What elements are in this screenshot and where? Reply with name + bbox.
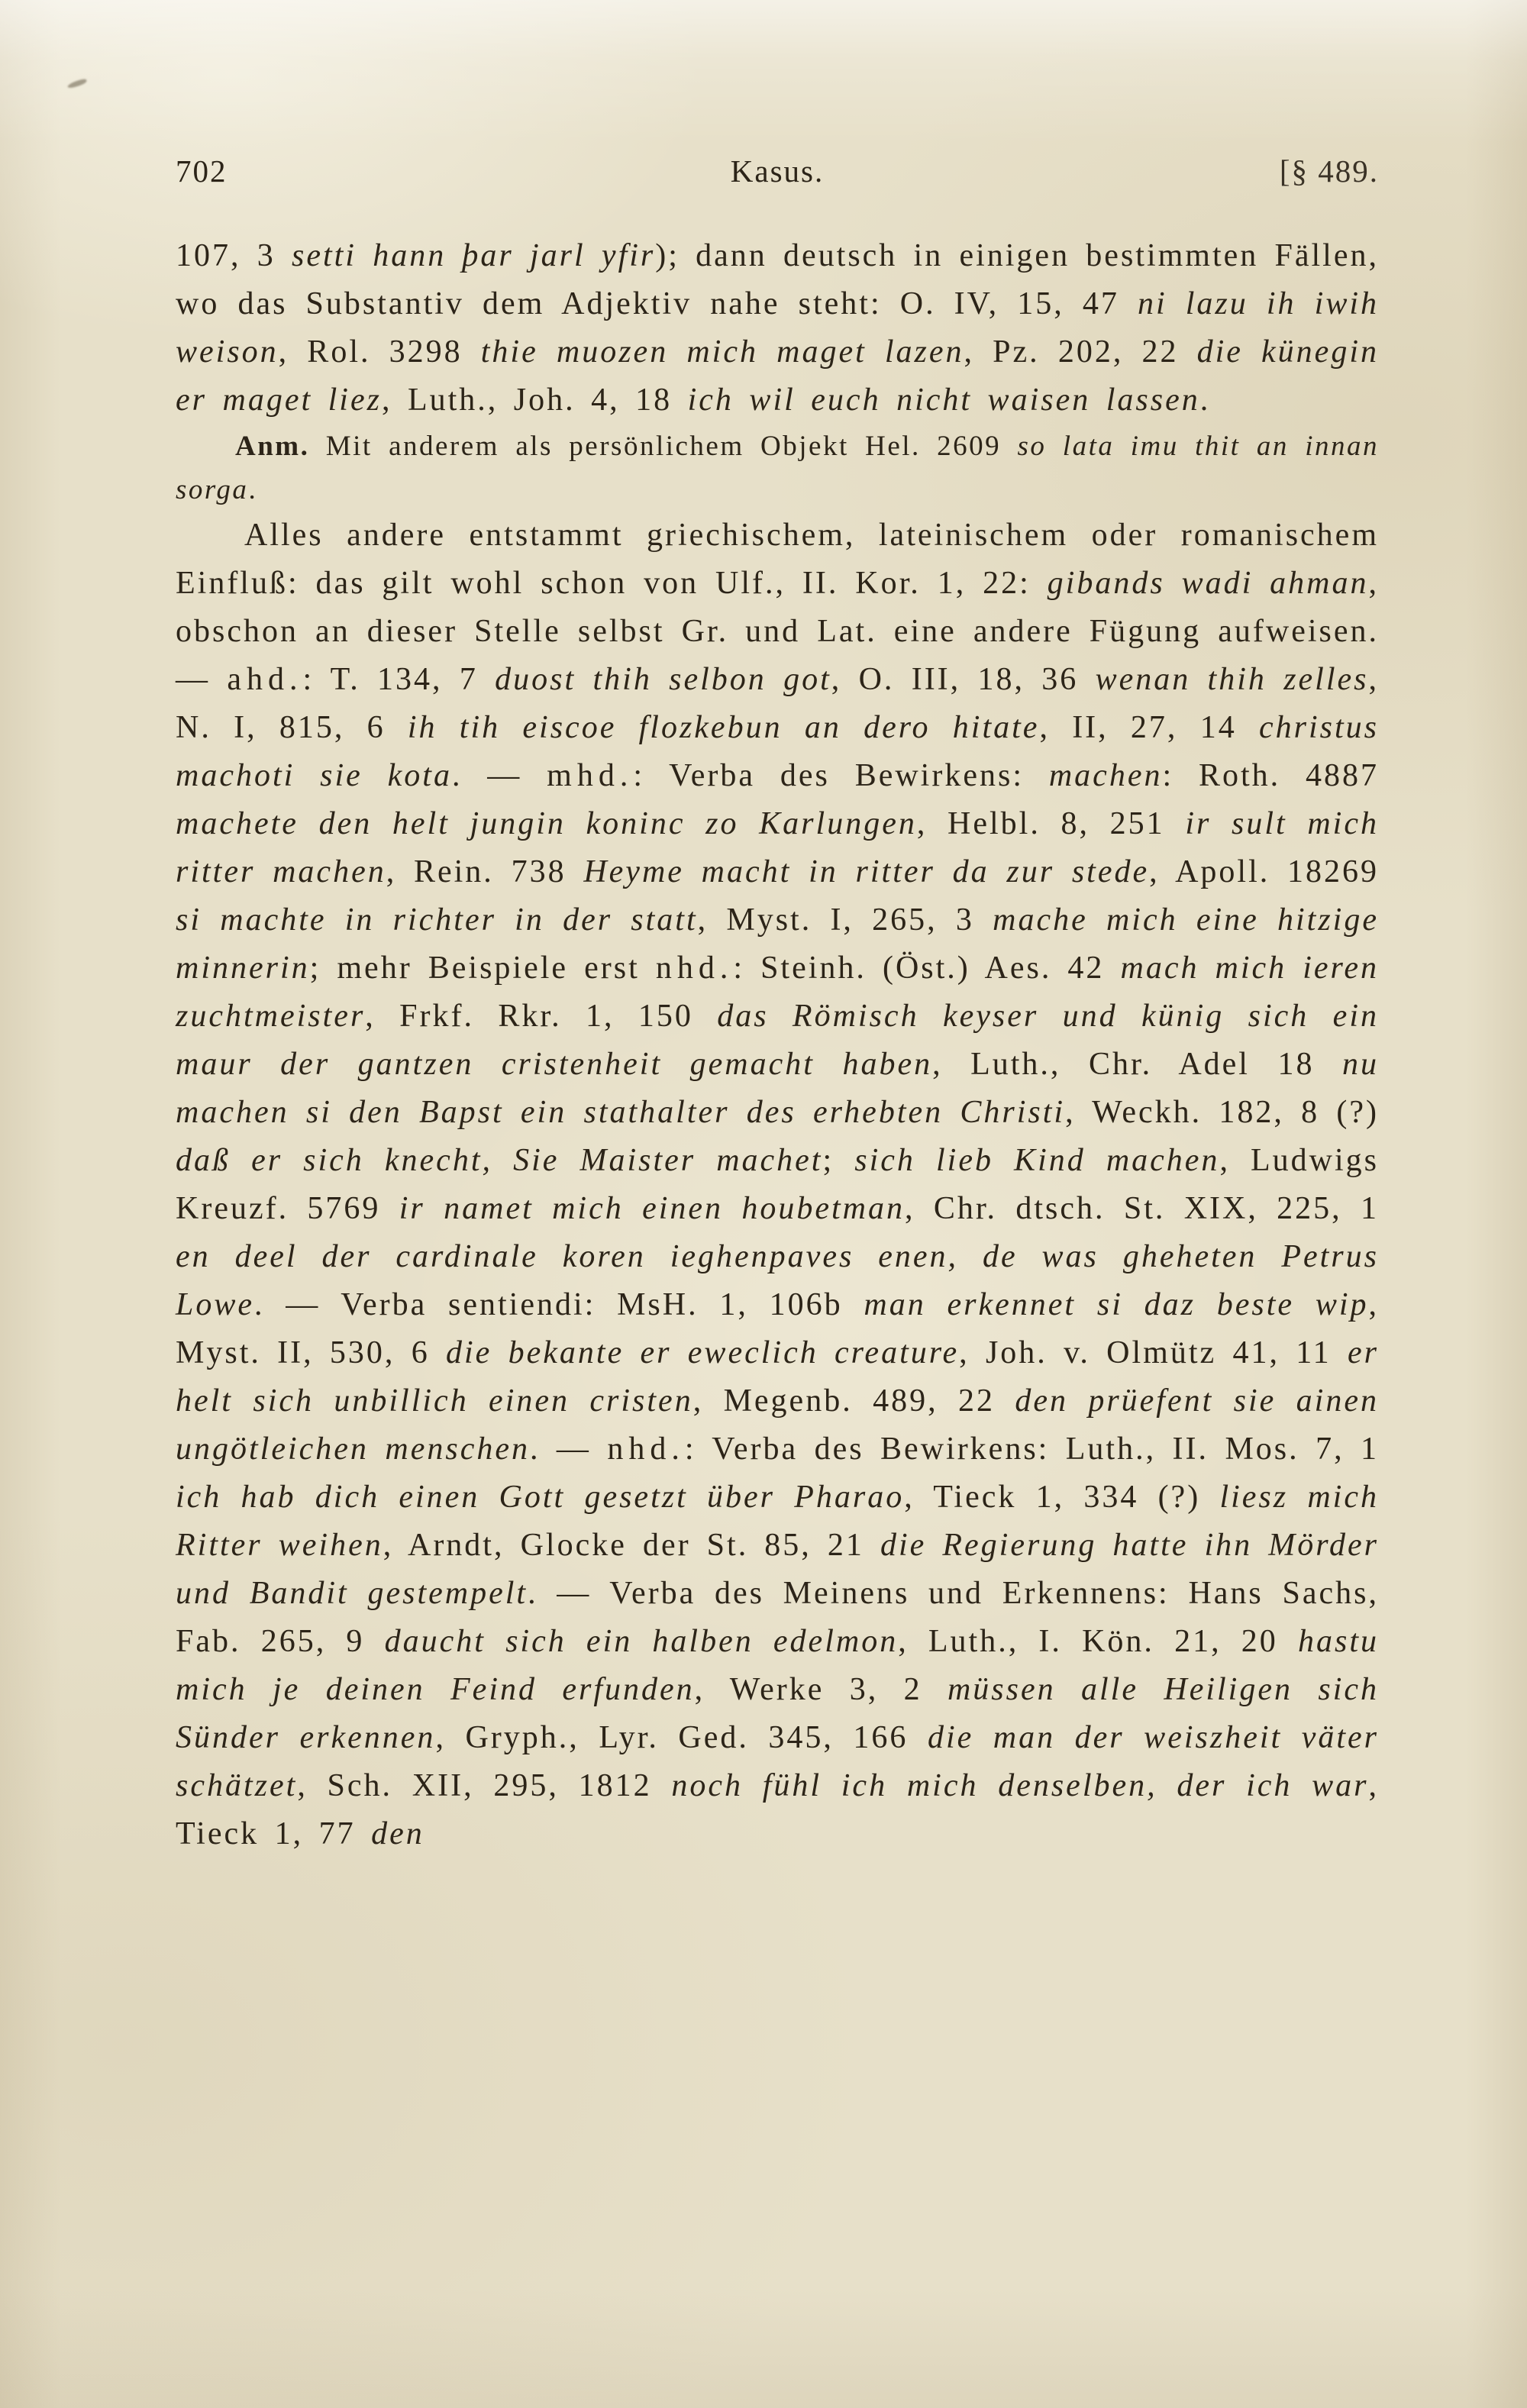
text-run: setti hann þar jarl yfir [291,238,656,273]
running-header [176,153,1379,189]
text-run: ich hab dich einen Gott gesetzt über Pharao [176,1480,905,1515]
text-run: die Regierung hatte ihn Mörder und Bandit gestempelt [176,1528,1380,1611]
text-run: den [371,1816,425,1851]
text-run: . [1199,383,1211,418]
text-run: . — [451,758,547,793]
text-run: , Frkf. Rkr. 1, 150 [365,999,718,1034]
text-run: hastu mich je deinen Feind erfunden [176,1624,1379,1707]
running-title: Kasus. [730,153,825,189]
text-run: noch fühl ich mich denselben, der ich war [671,1768,1369,1803]
text-run: ir sult mich ritter machen [176,806,1379,889]
text-run: 107, 3 [176,238,292,273]
text-run: , Pz. 202, 22 [964,334,1197,370]
text-run: man erkennet si daz beste wip [864,1287,1369,1322]
text-run: thie muozen mich maget lazen [480,334,964,370]
text-run: sich lieb Kind machen [854,1143,1220,1178]
text-run: Alles andere entstammt griechischem, lateinischem oder romanischem Einfluß: das gilt wohl schon von Ulf., II. Kor. 1, 22: [176,518,1379,601]
text-run: , II, 27, 14 [1039,710,1259,745]
text-run: , Luth., Joh. 4, 18 [381,383,688,418]
text-run: , Luth., Chr. Adel 18 [932,1047,1342,1082]
text-run: , Arndt, Glocke der St. 85, 21 [383,1528,880,1563]
section-mark: [§ 489. [1279,153,1379,189]
text-run: den prüefent sie ainen ungötleichen menschen [176,1383,1379,1467]
text-run: si machte in richter in der statt [176,902,698,938]
text-run: , Joh. v. Olmütz 41, 11 [959,1335,1348,1370]
text-run: machen [1048,758,1163,793]
text-run: : Steinh. (Öst.) Aes. 42 [733,951,1121,986]
page-number: 702 [176,153,228,189]
text-run: die künegin er maget liez [176,334,1379,418]
text-run: , Tieck 1, 334 (?) [904,1480,1220,1515]
text-run: er helt sich unbillich einen cristen [176,1335,1379,1419]
text-run: , Ludwigs Kreuzf. 5769 [176,1143,1380,1226]
text-run: , Tieck 1, 77 [176,1768,1379,1851]
text-run: daß er sich knecht, Sie Maister machet [176,1143,823,1178]
text-run: Mit anderem als persönlichem Objekt Hel. 2609 [309,431,1018,462]
text-run: , Luth., I. Kön. 21, 20 [898,1624,1298,1659]
text-run: , Rein. 738 [386,854,584,889]
text-run: ich wil euch nicht waisen lassen [687,383,1200,418]
text-run: Anm. [235,431,310,462]
text-run: daucht sich ein halben edelmon [384,1624,899,1659]
text-run: mach mich ieren zuchtmeister [176,951,1379,1034]
text-run: . — Verba sentiendi: MsH. 1, 106b [254,1287,864,1322]
text-run: nhd. [607,1432,685,1467]
text-run: christus machoti sie kota [176,710,1379,793]
text-run: : T. 134, 7 [302,662,496,697]
text-run: mhd. [547,758,634,793]
text-run: ; [822,1143,855,1178]
text-run: die man der weiszheit väter schätzet [176,1720,1380,1803]
text-run: das Römisch keyser und künig sich ein maur der gantzen cristenheit gemacht haben [176,999,1379,1082]
text-run: liesz mich Ritter weihen [176,1480,1379,1563]
text-run: : Verba des Bewirkens: [633,758,1049,793]
text-run: , O. III, 18, 36 [831,662,1096,697]
text-run: ahd. [227,662,303,697]
text-run: , Apoll. 18269 [1149,854,1379,889]
text-run: : Verba des Bewirkens: Luth., II. Mos. 7, 1 [684,1432,1380,1467]
text-run: ni lazu ih iwih weison [176,286,1380,370]
text-run: , Myst. II, 530, 6 [176,1287,1379,1370]
paragraph-note [176,424,1379,512]
text-run: , Sch. XII, 295, 1812 [297,1768,672,1803]
text-run: ir namet mich einen houbetman [399,1191,905,1226]
text-run: duost thih selbon got [495,662,831,697]
text-run: : Roth. 4887 [1162,758,1380,793]
text-run: müssen alle Heiligen sich Sünder erkennen [176,1672,1380,1755]
smudge-mark [67,78,88,89]
text-run: en deel der cardinale koren ieghenpaves enen, de was gheheten Petrus Lowe [176,1239,1379,1322]
page-content [176,153,1379,1858]
text-run: Heyme macht in ritter da zur stede [583,854,1150,889]
text-run: , Myst. I, 265, 3 [697,902,993,938]
text-run: ; mehr Beispiele erst [309,951,656,986]
text-run: nu machen si den Bapst ein stathalter des erhebten Christi [176,1047,1379,1130]
text-run: die bekante er eweclich creature [446,1335,960,1370]
text-run: . — [529,1432,608,1467]
text-run: , Megenb. 489, 22 [692,1383,1015,1419]
text-run: mache mich eine hitzige minnerin [176,902,1379,986]
text-run: gibands wadi ahman [1047,566,1369,601]
text-run: so lata imu thit an innan sorga [176,431,1379,505]
text-run: , obschon an dieser Stelle selbst Gr. und Lat. eine andere Fügung aufweisen. — [176,566,1379,697]
text-run: ); dann deutsch in einigen bestimmten Fällen, wo das Substantiv dem Adjektiv nahe steht: O. IV, 15, 47 [176,238,1379,321]
text-run: , Weckh. 182, 8 (?) [1065,1095,1379,1130]
text-run: , Rol. 3298 [278,334,481,370]
text-run: ih tih eiscoe flozkebun an dero hitate [407,710,1040,745]
text-run: , Werke 3, 2 [694,1672,948,1707]
text-run: , Helbl. 8, 251 [916,806,1186,841]
text-run: . [248,474,258,505]
text-run: , Gryph., Lyr. Ged. 345, 166 [435,1720,928,1755]
text-run: , N. I, 815, 6 [176,662,1380,745]
text-run: machete den helt jungin koninc zo Karlungen [176,806,917,841]
text-run: . — Verba des Meinens und Erkennens: Hans Sachs, Fab. 265, 9 [176,1576,1379,1659]
paragraph-body [176,512,1379,1858]
text-run: , Chr. dtsch. St. XIX, 225, 1 [905,1191,1380,1226]
text-run: wenan thih zelles [1095,662,1369,697]
text-run: nhd. [655,951,734,986]
text-block [176,232,1379,1858]
paragraph-body [176,232,1379,424]
